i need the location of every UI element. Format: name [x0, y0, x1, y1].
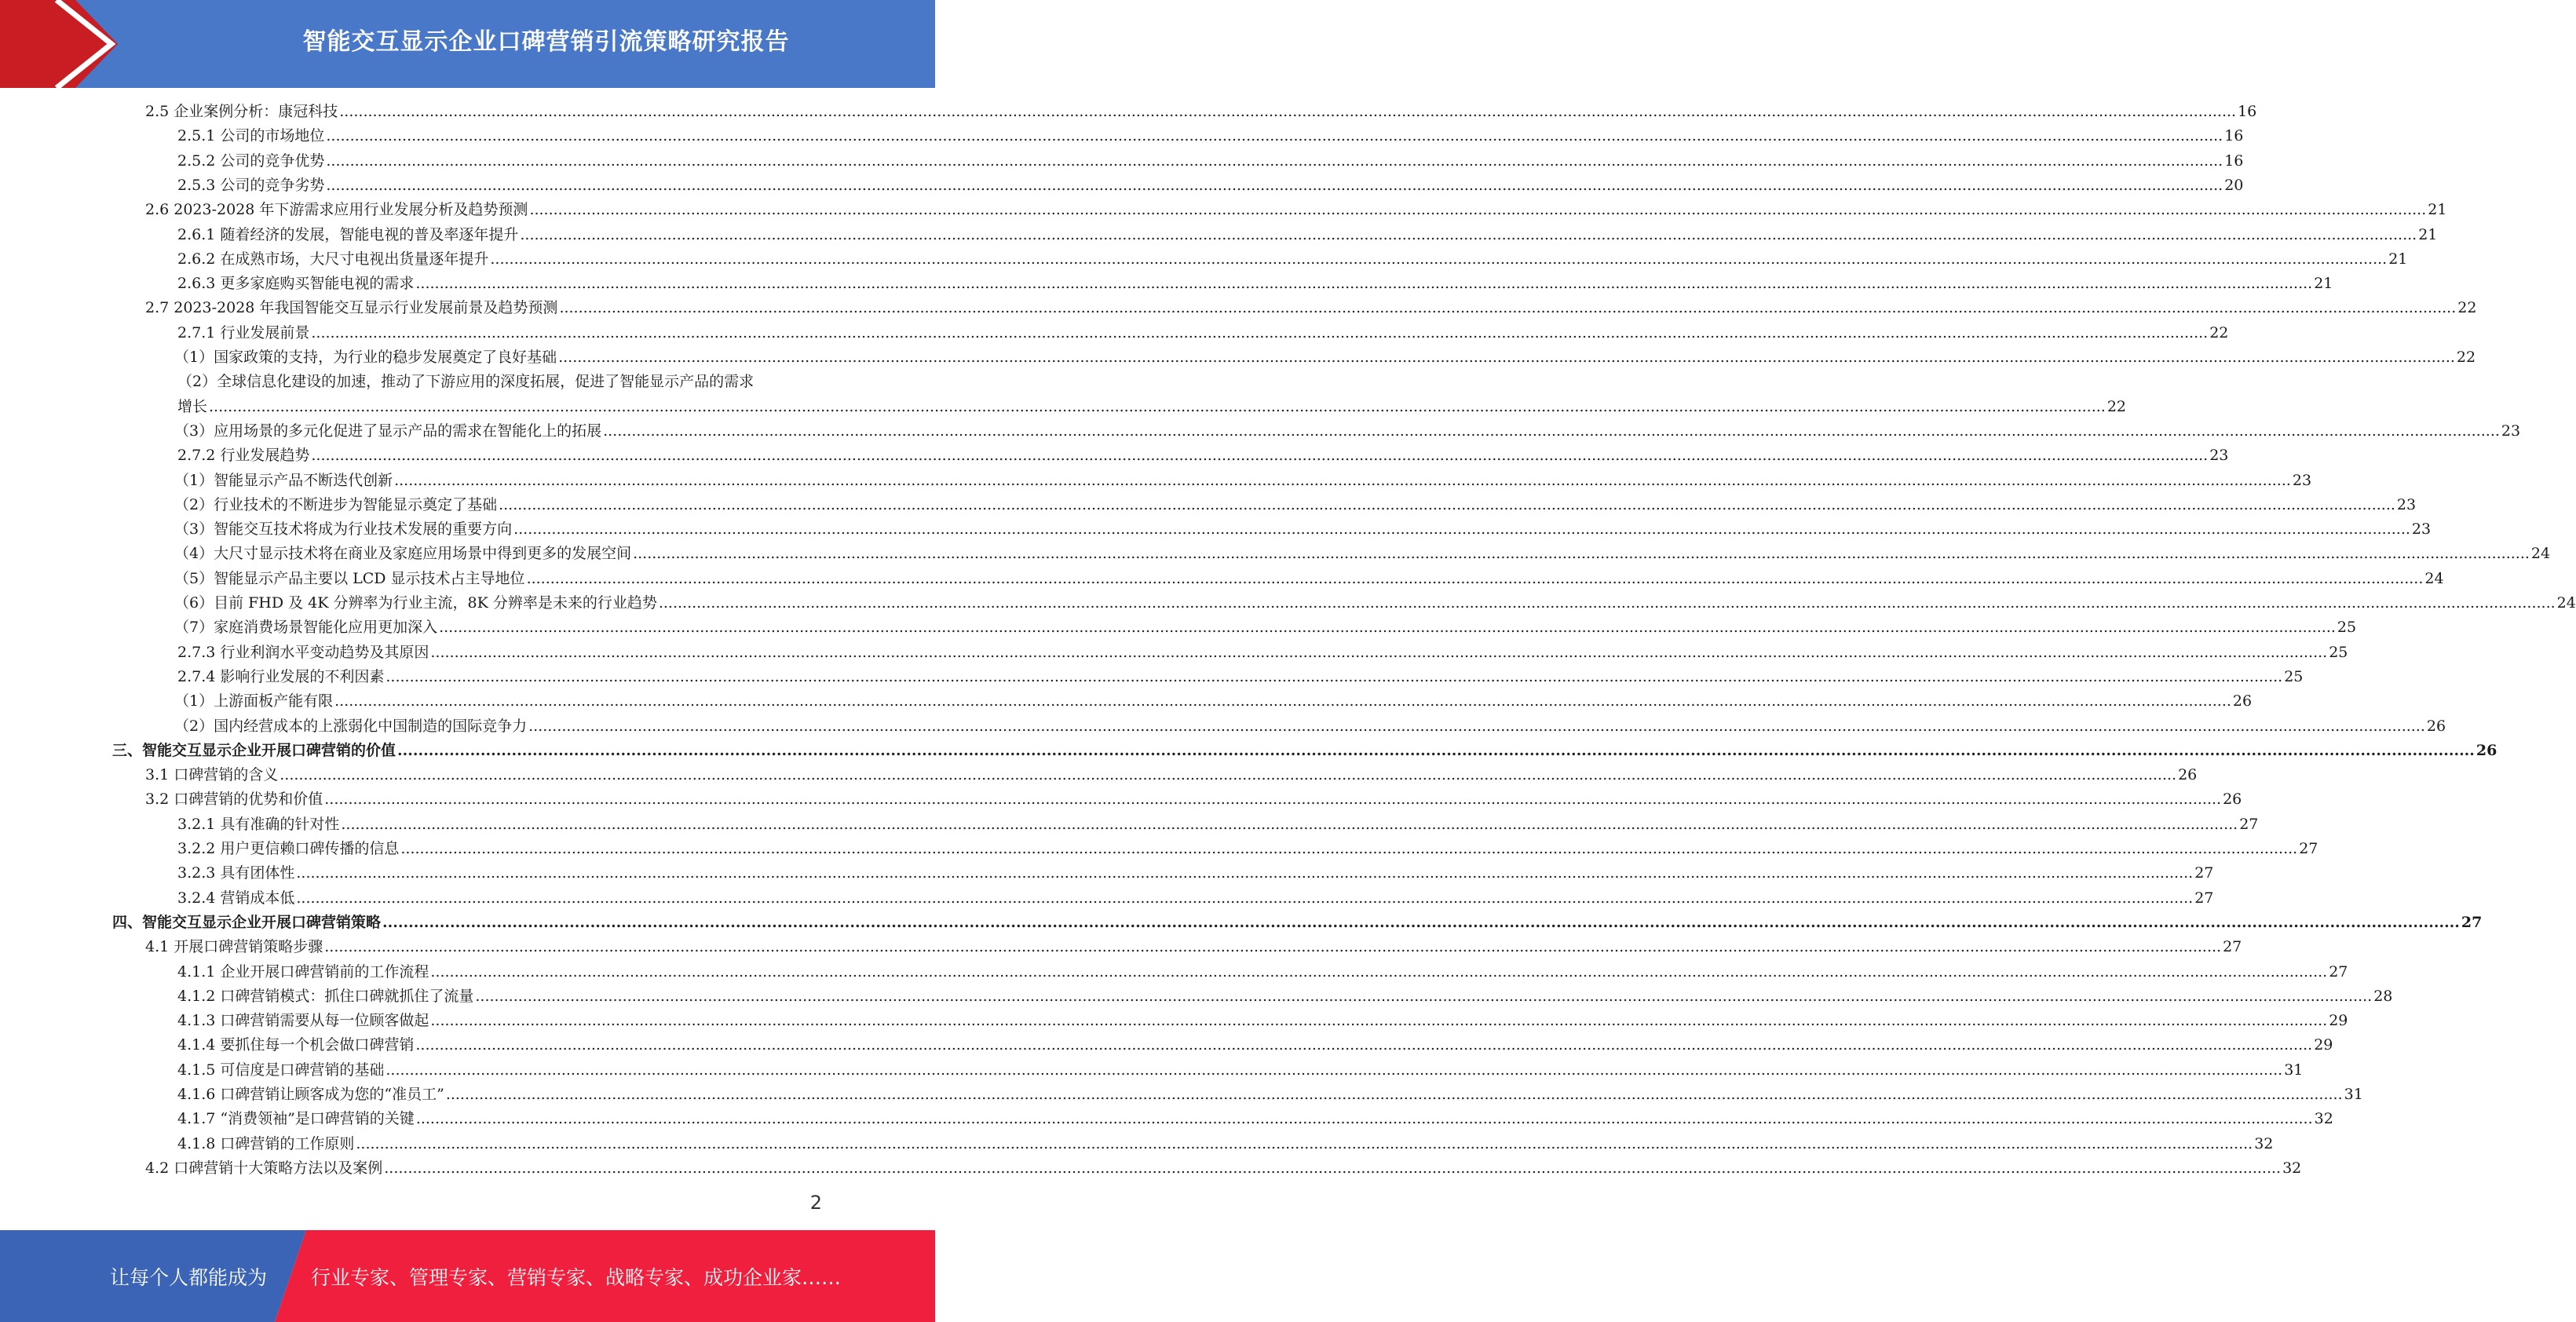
- toc-leader-dots: ................................................................................................................................................................................................................................................................................................................................................................................................................: [430, 1012, 2328, 1030]
- toc-entry-label: 三、智能交互显示企业开展口碑营销的价值: [112, 741, 396, 759]
- toc-leader-dots: ................................................................................................................................................................................................................................................................................................................................................................................................................: [529, 201, 2427, 219]
- toc-page-number: 23: [2501, 422, 2521, 440]
- toc-page-number: 22: [2457, 299, 2477, 317]
- toc-entry[interactable]: [145, 935, 2242, 959]
- toc-entry-label: 4.2 口碑营销十大策略方法以及案例: [145, 1159, 383, 1177]
- toc-page-number: 25: [2284, 667, 2304, 685]
- toc-page-number: 23: [2396, 495, 2417, 513]
- toc-leader-dots: ................................................................................................................................................................................................................................................................................................................................................................................................................: [520, 225, 2417, 243]
- toc-page-number: 16: [2224, 152, 2244, 170]
- toc-entry-label: 4.1.4 要抓住每一个机会做口碑营销: [177, 1036, 415, 1054]
- toc-entry-label: （6）目前 FHD 及 4K 分辨率为行业主流，8K 分辨率是未来的行业趋势: [174, 594, 657, 612]
- toc-entry[interactable]: [145, 787, 2242, 812]
- toc-page-number: 22: [2209, 323, 2229, 341]
- toc-page-number: 27: [2239, 815, 2259, 833]
- toc-leader-dots: ................................................................................................................................................................................................................................................................................................................................................................................................................: [397, 741, 2475, 759]
- toc-leader-dots: ................................................................................................................................................................................................................................................................................................................................................................................................................: [394, 471, 2291, 489]
- toc-entry-label: 2.7.3 行业利润水平变动趋势及其原因: [177, 643, 429, 661]
- toc-leader-dots: ................................................................................................................................................................................................................................................................................................................................................................................................................: [382, 913, 2460, 931]
- toc-entry-label: （2）全球信息化建设的加速，推动了下游应用的深度拓展，促进了智能显示产品的需求: [177, 373, 755, 391]
- toc-entry[interactable]: [177, 861, 2214, 886]
- toc-entry-label: 2.5.2 公司的竞争优势: [177, 152, 325, 170]
- toc-page-number: 26: [2476, 741, 2497, 759]
- toc-leader-dots: ................................................................................................................................................................................................................................................................................................................................................................................................................: [528, 717, 2425, 735]
- toc-entry[interactable]: [177, 1033, 2333, 1057]
- toc-leader-dots: ................................................................................................................................................................................................................................................................................................................................................................................................................: [341, 815, 2238, 833]
- toc-leader-dots: ................................................................................................................................................................................................................................................................................................................................................................................................................: [296, 864, 2194, 882]
- toc-page-number: 32: [2282, 1159, 2302, 1177]
- toc-leader-dots: ................................................................................................................................................................................................................................................................................................................................................................................................................: [603, 422, 2500, 440]
- toc-leader-dots: ................................................................................................................................................................................................................................................................................................................................................................................................................: [324, 791, 2222, 809]
- toc-chapter-entry[interactable]: [112, 739, 2497, 763]
- toc-leader-dots: ................................................................................................................................................................................................................................................................................................................................................................................................................: [326, 176, 2223, 194]
- toc-page-number: 16: [2238, 103, 2257, 120]
- toc-page-number: 31: [2344, 1086, 2363, 1103]
- toc-entry-label: 2.7.2 行业发展趋势: [177, 447, 310, 465]
- toc-entry-label: 3.2.3 具有团体性: [177, 864, 295, 882]
- toc-entry-label: 4.1.3 口碑营销需要从每一位顾客做起: [177, 1012, 429, 1030]
- toc-leader-dots: ................................................................................................................................................................................................................................................................................................................................................................................................................: [415, 1110, 2313, 1128]
- toc-page-number: 27: [2299, 840, 2318, 857]
- toc-page-number: 27: [2194, 889, 2214, 907]
- toc-entry-label: 2.6.3 更多家庭购买智能电视的需求: [177, 275, 415, 293]
- toc-entry-label: 2.5 企业案例分析：康冠科技: [145, 103, 338, 120]
- toc-entry[interactable]: [177, 173, 2244, 198]
- toc-entry[interactable]: [177, 665, 2304, 689]
- toc-leader-dots: ................................................................................................................................................................................................................................................................................................................................................................................................................: [209, 397, 2106, 415]
- page-header: [0, 0, 935, 88]
- toc-leader-dots: ................................................................................................................................................................................................................................................................................................................................................................................................................: [384, 1159, 2282, 1177]
- toc-entry[interactable]: [177, 813, 2259, 837]
- toc-page-number: 16: [2224, 127, 2244, 145]
- toc-page-number: 32: [2314, 1110, 2333, 1128]
- toc-leader-dots: ................................................................................................................................................................................................................................................................................................................................................................................................................: [439, 619, 2336, 637]
- toc-entry-label: 2.6 2023-2028 年下游需求应用行业发展分析及趋势预测: [145, 201, 528, 219]
- toc-leader-dots: ................................................................................................................................................................................................................................................................................................................................................................................................................: [311, 447, 2209, 465]
- toc-entry-label: 4.1.8 口碑营销的工作原则: [177, 1134, 355, 1152]
- toc-entry-label: 四、智能交互显示企业开展口碑营销策略: [112, 913, 382, 931]
- toc-entry-label: （7）家庭消费场景智能化应用更加深入: [174, 619, 438, 637]
- toc-entry-label: 2.5.1 公司的市场地位: [177, 127, 325, 145]
- toc-leader-dots: ................................................................................................................................................................................................................................................................................................................................................................................................................: [415, 1036, 2313, 1054]
- toc-entry-label: 2.7.1 行业发展前景: [177, 323, 310, 341]
- toc-entry-label: 3.2.4 营销成本低: [177, 889, 295, 907]
- toc-leader-dots: ................................................................................................................................................................................................................................................................................................................................................................................................................: [385, 667, 2283, 685]
- toc-page-number: 24: [2556, 594, 2576, 612]
- toc-page-number: 27: [2461, 913, 2483, 931]
- toc-entry-label: （3）智能交互技术将成为行业技术发展的重要方向: [174, 520, 513, 539]
- toc-entry-label: （2）国内经营成本的上涨弱化中国制造的国际竞争力: [174, 717, 528, 735]
- toc-leader-dots: ................................................................................................................................................................................................................................................................................................................................................................................................................: [326, 127, 2223, 145]
- toc-leader-dots: ................................................................................................................................................................................................................................................................................................................................................................................................................: [430, 643, 2328, 661]
- toc-entry[interactable]: [177, 1132, 2274, 1156]
- toc-entry-label: 2.6.1 随着经济的发展，智能电视的普及率逐年提升: [177, 225, 519, 243]
- toc-entry-label: （2）行业技术的不断进步为智能显示奠定了基础: [174, 495, 498, 513]
- toc-entry-label: 4.1 开展口碑营销策略步骤: [145, 938, 323, 956]
- toc-page-number: 26: [2223, 791, 2242, 809]
- toc-page-number: 21: [2388, 250, 2408, 268]
- toc-leader-dots: ................................................................................................................................................................................................................................................................................................................................................................................................................: [490, 250, 2388, 268]
- toc-entry-label: 2.6.2 在成熟市场，大尺寸电视出货量逐年提升: [177, 250, 489, 268]
- toc-leader-dots: ................................................................................................................................................................................................................................................................................................................................................................................................................: [445, 1086, 2343, 1103]
- toc-leader-dots: ................................................................................................................................................................................................................................................................................................................................................................................................................: [526, 569, 2424, 587]
- toc-leader-dots: ................................................................................................................................................................................................................................................................................................................................................................................................................: [326, 152, 2223, 170]
- toc-entry-label: （3）应用场景的多元化促进了显示产品的需求在智能化上的拓展: [174, 422, 602, 440]
- toc-leader-dots: ................................................................................................................................................................................................................................................................................................................................................................................................................: [475, 987, 2373, 1005]
- toc-entry-label: 3.2 口碑营销的优势和价值: [145, 791, 323, 809]
- toc-page-number: 21: [2428, 201, 2447, 219]
- toc-page-number: 21: [2418, 225, 2438, 243]
- toc-entry[interactable]: [177, 395, 2127, 419]
- toc-entry[interactable]: [145, 198, 2447, 222]
- toc-entry[interactable]: [145, 763, 2198, 787]
- footer-slogan-right: 行业专家、管理专家、营销专家、战略专家、成功企业家……: [311, 1265, 842, 1289]
- toc-entry[interactable]: [177, 641, 2348, 665]
- toc-entry[interactable]: [177, 223, 2438, 247]
- toc-entry[interactable]: [174, 542, 2551, 566]
- toc-entry-label: 增长: [177, 397, 208, 415]
- toc-page-number: 26: [2178, 766, 2198, 784]
- toc-leader-dots: ................................................................................................................................................................................................................................................................................................................................................................................................................: [559, 299, 2457, 317]
- toc-page-number: 27: [2329, 962, 2348, 981]
- toc-entry-label: （4）大尺寸显示技术将在商业及家庭应用场景中得到更多的发展空间: [174, 545, 632, 563]
- toc-leader-dots: ................................................................................................................................................................................................................................................................................................................................................................................................................: [400, 840, 2298, 857]
- toc-entry[interactable]: [174, 615, 2357, 640]
- toc-leader-dots: ................................................................................................................................................................................................................................................................................................................................................................................................................: [430, 962, 2328, 981]
- toc-entry-label: （5）智能显示产品主要以 LCD 显示技术占主导地位: [174, 569, 525, 587]
- toc-page-number: 23: [2411, 520, 2432, 539]
- page-number: 2: [809, 1192, 822, 1214]
- toc-entry[interactable]: [177, 272, 2333, 296]
- toc-entry[interactable]: [177, 886, 2214, 911]
- toc-leader-dots: ................................................................................................................................................................................................................................................................................................................................................................................................................: [385, 1061, 2283, 1079]
- toc-entry[interactable]: [177, 837, 2318, 861]
- toc-entry-label: 4.1.7 “消费领袖”是口碑营销的关键: [177, 1110, 415, 1128]
- toc-entry[interactable]: [177, 149, 2244, 173]
- toc-entry-label: 2.5.3 公司的竞争劣势: [177, 176, 325, 194]
- toc-entry[interactable]: [174, 419, 2521, 444]
- toc-entry[interactable]: [177, 1009, 2348, 1033]
- toc-entry[interactable]: [177, 960, 2348, 984]
- toc-entry[interactable]: [177, 1058, 2304, 1083]
- toc-page-number: 26: [2232, 692, 2253, 710]
- toc-page-number: 25: [2337, 619, 2357, 637]
- toc-entry-label: （1）上游面板产能有限: [174, 692, 334, 710]
- toc-entry[interactable]: [174, 689, 2253, 714]
- toc-entry-label: （1）智能显示产品不断迭代创新: [174, 471, 393, 489]
- toc-page-number: 22: [2456, 349, 2476, 366]
- toc-page-number: 26: [2426, 717, 2446, 735]
- footer-slogan-left: 让每个人都能成为: [110, 1265, 268, 1289]
- toc-page-number: 24: [2424, 569, 2444, 587]
- toc-entry[interactable]: [145, 1156, 2302, 1181]
- toc-page-number: 29: [2329, 1012, 2348, 1030]
- toc-entry[interactable]: [177, 321, 2229, 345]
- toc-leader-dots: ................................................................................................................................................................................................................................................................................................................................................................................................................: [280, 766, 2177, 784]
- toc-page-number: 22: [2106, 397, 2127, 415]
- toc-entry-label: 4.1.2 口碑营销模式：抓住口碑就抓住了流量: [177, 987, 474, 1005]
- toc-page-number: 31: [2284, 1061, 2304, 1079]
- toc-page-number: 28: [2373, 987, 2393, 1005]
- toc-entry-label: 4.1.1 企业开展口碑营销前的工作流程: [177, 962, 429, 981]
- toc-leader-dots: ................................................................................................................................................................................................................................................................................................................................................................................................................: [296, 889, 2194, 907]
- toc-leader-dots: ................................................................................................................................................................................................................................................................................................................................................................................................................: [415, 275, 2313, 293]
- toc-page-number: 21: [2314, 275, 2333, 293]
- toc-entry[interactable]: [174, 714, 2446, 739]
- toc-entry[interactable]: [174, 517, 2432, 542]
- toc-entry[interactable]: [177, 1107, 2333, 1131]
- toc-entry-label: 2.7 2023-2028 年我国智能交互显示行业发展前景及趋势预测: [145, 299, 558, 317]
- toc-entry[interactable]: [145, 296, 2477, 320]
- toc-leader-dots: ................................................................................................................................................................................................................................................................................................................................................................................................................: [311, 323, 2209, 341]
- toc-entry-label: 3.2.1 具有准确的针对性: [177, 815, 340, 833]
- toc-entry[interactable]: [177, 247, 2408, 272]
- toc-leader-dots: ................................................................................................................................................................................................................................................................................................................................................................................................................: [633, 545, 2530, 563]
- toc-entry-label: 4.1.5 可信度是口碑营销的基础: [177, 1061, 385, 1079]
- toc-leader-dots: ................................................................................................................................................................................................................................................................................................................................................................................................................: [558, 349, 2455, 366]
- toc-entry[interactable]: [174, 345, 2476, 370]
- toc-leader-dots: ................................................................................................................................................................................................................................................................................................................................................................................................................: [339, 103, 2237, 120]
- toc-entry[interactable]: [174, 469, 2312, 493]
- toc-entry[interactable]: [177, 444, 2229, 468]
- toc-leader-dots: ................................................................................................................................................................................................................................................................................................................................................................................................................: [356, 1134, 2253, 1152]
- toc-entry[interactable]: [145, 100, 2257, 124]
- toc-entry-label: 3.1 口碑营销的含义: [145, 766, 279, 784]
- header-title: 智能交互显示企业口碑营销引流策略研究报告: [302, 28, 790, 56]
- toc-page-number: 32: [2254, 1134, 2274, 1152]
- toc-page-number: 25: [2329, 643, 2348, 661]
- toc-page-number: 24: [2530, 545, 2551, 563]
- toc-entry[interactable]: [177, 1083, 2363, 1107]
- toc-entry[interactable]: [174, 591, 2576, 615]
- toc-leader-dots: ................................................................................................................................................................................................................................................................................................................................................................................................................: [499, 495, 2395, 513]
- toc-leader-dots: ................................................................................................................................................................................................................................................................................................................................................................................................................: [658, 594, 2556, 612]
- toc-page-number: 20: [2224, 176, 2244, 194]
- toc-entry[interactable]: [177, 984, 2393, 1009]
- toc-leader-dots: ................................................................................................................................................................................................................................................................................................................................................................................................................: [334, 692, 2231, 710]
- header-chevron-icon: [0, 0, 133, 88]
- page-footer: [0, 1230, 935, 1322]
- toc-entry-label: （1）国家政策的支持，为行业的稳步发展奠定了良好基础: [174, 349, 557, 366]
- toc-entry[interactable]: [174, 493, 2417, 517]
- toc-entry[interactable]: [174, 567, 2444, 591]
- toc-chapter-entry[interactable]: [112, 911, 2483, 935]
- toc-entry-label: 3.2.2 用户更信赖口碑传播的信息: [177, 840, 400, 857]
- toc-page-number: 29: [2314, 1036, 2333, 1054]
- toc-page-number: 23: [2292, 471, 2312, 489]
- toc-page-number: 23: [2209, 447, 2229, 465]
- toc-leader-dots: ................................................................................................................................................................................................................................................................................................................................................................................................................: [513, 520, 2410, 539]
- toc-entry[interactable]: [177, 124, 2244, 148]
- toc-page-number: 27: [2194, 864, 2214, 882]
- toc-page-number: 27: [2223, 938, 2242, 956]
- toc-leader-dots: ................................................................................................................................................................................................................................................................................................................................................................................................................: [324, 938, 2222, 956]
- toc-entry-label: 4.1.6 口碑营销让顾客成为您的“准员工”: [177, 1086, 444, 1103]
- toc-entry-label: 2.7.4 影响行业发展的不利因素: [177, 667, 385, 685]
